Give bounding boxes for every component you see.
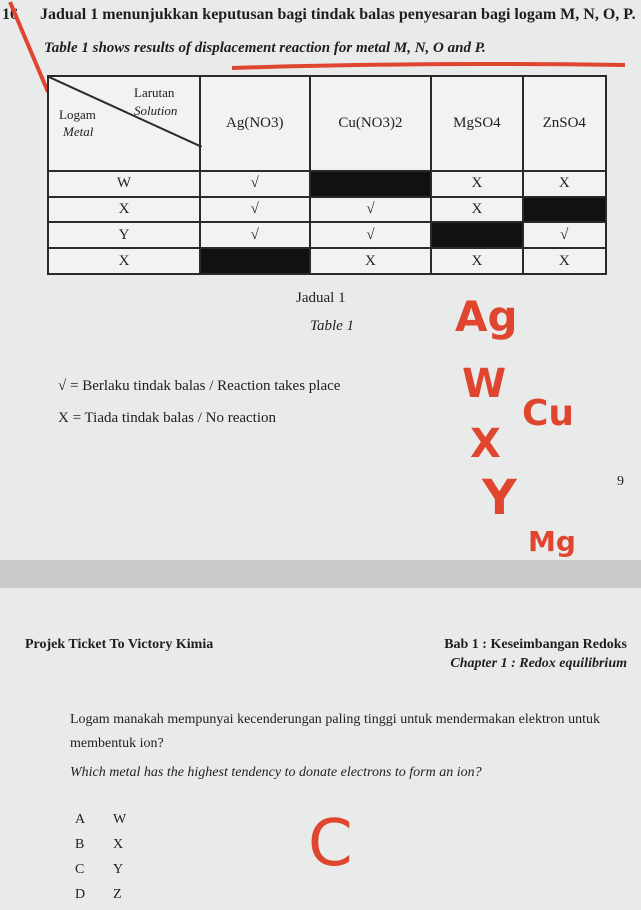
row-metal: X bbox=[48, 248, 200, 274]
table-row bbox=[48, 222, 606, 248]
result-cell: X bbox=[431, 197, 522, 223]
result-cell: X bbox=[431, 248, 522, 274]
table-row bbox=[48, 197, 606, 223]
question-number: 16 bbox=[2, 6, 18, 23]
result-cell: √ bbox=[200, 222, 310, 248]
option-letter: B bbox=[75, 837, 85, 852]
footer-right-en: Chapter 1 : Redox equilibrium bbox=[450, 656, 627, 671]
result-cell: √ bbox=[523, 222, 607, 248]
option-text: Y bbox=[113, 862, 124, 877]
column-header: Cu(NO3)2 bbox=[310, 76, 432, 171]
handwriting-x: X bbox=[470, 421, 501, 467]
blocked-cell bbox=[431, 222, 522, 248]
handwriting-cu: Cu bbox=[522, 393, 575, 434]
answer-option[interactable] bbox=[75, 861, 123, 879]
result-cell: √ bbox=[200, 171, 310, 197]
column-header: Ag(NO3) bbox=[200, 76, 310, 171]
question-en: Which metal has the highest tendency to donate electrons to form an ion? bbox=[70, 765, 482, 780]
question-ms: Logam manakah mempunyai kecenderungan paling tinggi untuk mendermakan elektron untuk membentuk ion? bbox=[70, 712, 600, 751]
handwriting-ag: Ag bbox=[455, 292, 518, 341]
blocked-cell bbox=[523, 197, 607, 223]
result-cell: X bbox=[523, 171, 607, 197]
page-number: 9 bbox=[617, 474, 624, 489]
legend-tick: √ = Berlaku tindak balas / Reaction takes place bbox=[58, 378, 341, 394]
footer-right-ms: Bab 1 : Keseimbangan Redoks bbox=[444, 637, 627, 652]
handwriting-answer: C bbox=[308, 807, 353, 881]
column-header: ZnSO4 bbox=[523, 76, 607, 171]
intro-ms: Jadual 1 menunjukkan keputusan bagi tindak balas penyesaran bagi logam M, N, O, P. bbox=[40, 6, 636, 23]
corner-metal-en: Metal bbox=[63, 124, 94, 139]
column-header: MgSO4 bbox=[431, 76, 522, 171]
option-letter: D bbox=[75, 887, 86, 902]
corner-header bbox=[48, 76, 200, 171]
option-text: W bbox=[113, 812, 127, 827]
option-letter: A bbox=[75, 812, 86, 827]
answer-option[interactable] bbox=[75, 811, 126, 829]
corner-metal-ms: Logam bbox=[59, 107, 96, 122]
blocked-cell bbox=[310, 171, 432, 197]
row-metal: W bbox=[48, 171, 200, 197]
handwriting-w: W bbox=[462, 361, 507, 407]
option-letter: C bbox=[75, 862, 85, 877]
answer-option[interactable] bbox=[75, 886, 122, 904]
intro-en: Table 1 shows results of displacement reaction for metal M, N, O and P. bbox=[44, 40, 486, 56]
result-cell: X bbox=[523, 248, 607, 274]
handwriting-mg: Mg bbox=[528, 525, 576, 558]
page-break bbox=[0, 560, 641, 588]
caption-ms: Jadual 1 bbox=[296, 290, 346, 306]
result-cell: √ bbox=[310, 197, 432, 223]
handwriting-y: Y bbox=[482, 470, 517, 526]
result-cell: X bbox=[431, 171, 522, 197]
row-metal: Y bbox=[48, 222, 200, 248]
blocked-cell bbox=[200, 248, 310, 274]
result-cell: √ bbox=[200, 197, 310, 223]
answer-option[interactable] bbox=[75, 836, 123, 854]
result-cell: √ bbox=[310, 222, 432, 248]
table-row bbox=[48, 248, 606, 274]
row-metal: X bbox=[48, 197, 200, 223]
option-text: X bbox=[113, 837, 124, 852]
corner-solution-ms: Larutan bbox=[134, 85, 175, 100]
corner-solution-en: Solution bbox=[134, 103, 178, 118]
results-table bbox=[47, 75, 607, 275]
legend-cross: X = Tiada tindak balas / No reaction bbox=[58, 410, 277, 426]
table-row bbox=[48, 171, 606, 197]
result-cell: X bbox=[310, 248, 432, 274]
option-text: Z bbox=[113, 887, 122, 902]
footer-left: Projek Ticket To Victory Kimia bbox=[25, 637, 214, 652]
caption-en: Table 1 bbox=[310, 318, 355, 334]
